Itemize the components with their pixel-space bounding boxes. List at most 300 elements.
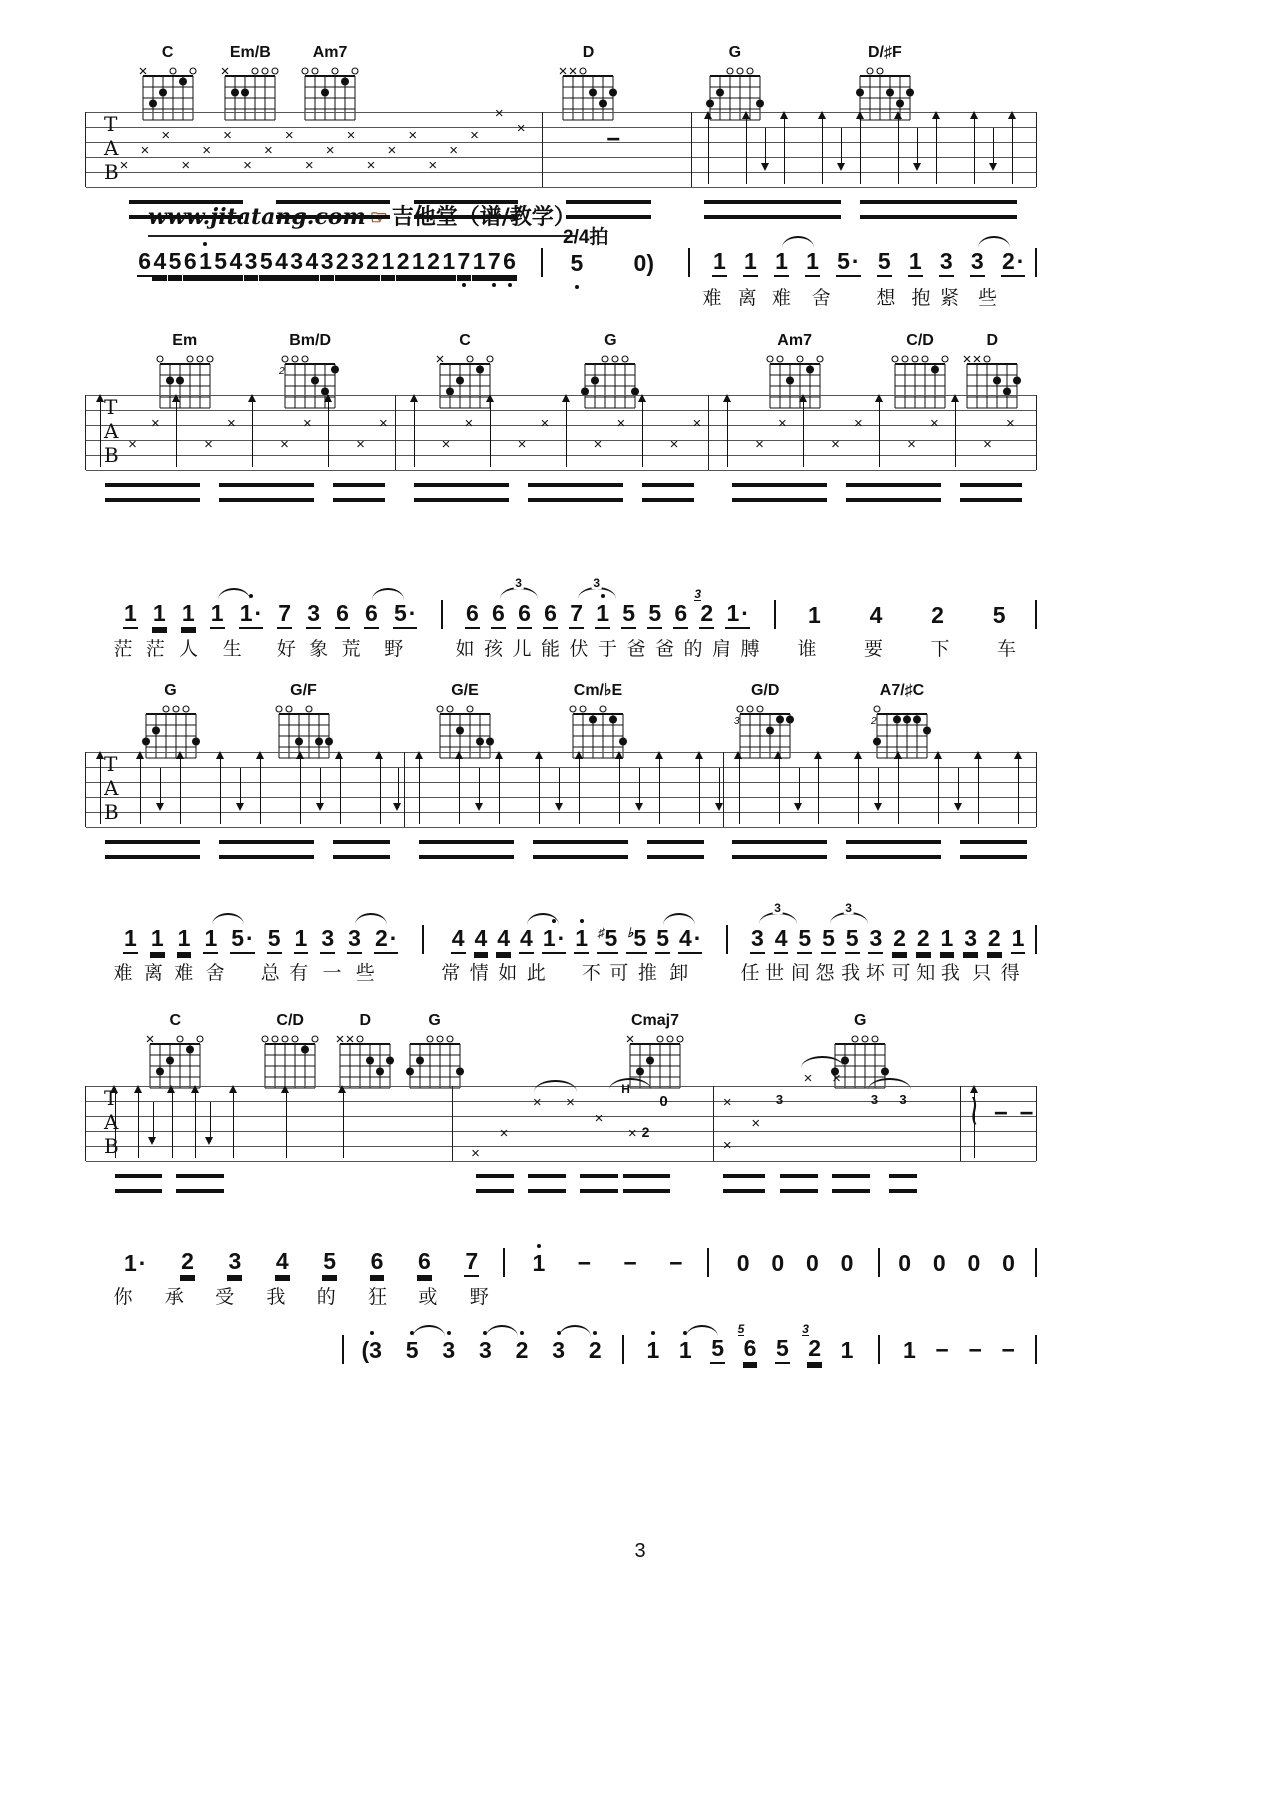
dotted-note-dot: ·: [741, 600, 749, 626]
lyric-char: 难: [702, 287, 722, 309]
sustain-dash: −: [606, 126, 621, 153]
strum-up-arrow: [955, 397, 956, 467]
jianpu-note-5: [393, 601, 417, 629]
jianpu-note--: [1001, 1338, 1016, 1364]
jianpu-digit: 4: [520, 925, 533, 951]
octave-dot-above: [203, 242, 207, 246]
jianpu-digit: −: [623, 1250, 637, 1276]
lyric-char: 常: [441, 962, 461, 984]
strum-up-arrow: [300, 754, 301, 824]
chord-label: D: [359, 1012, 372, 1029]
jianpu-note-4: [519, 926, 534, 954]
mute-strum-mark: ×: [616, 414, 626, 432]
flat-sign: ♭: [627, 925, 634, 940]
chord-label: G: [728, 44, 742, 61]
jianpu-note-0: [1001, 1251, 1016, 1277]
chord-label: Em: [172, 332, 198, 349]
mute-strum-mark: ×: [346, 127, 356, 144]
jianpu-digit: 3: [290, 248, 304, 274]
sustain-dash: −: [993, 1100, 1008, 1127]
jianpu-digit: 3: [307, 600, 320, 626]
staff-line: [86, 410, 1036, 411]
jianpu-digit: 2: [987, 925, 1001, 951]
jianpu-line-5: [85, 1322, 1035, 1364]
jianpu-digit: 1: [177, 925, 191, 951]
chord-label: Am7: [312, 44, 348, 61]
lyric-char: 于: [597, 638, 618, 660]
lyric-char: 野: [469, 1286, 489, 1308]
jianpu-digit: 2: [700, 600, 714, 626]
jianpu-note-2: [374, 926, 398, 954]
jianpu-note-4: [496, 926, 511, 954]
staff-line: [86, 797, 1036, 798]
mute-strum-mark: ×: [449, 142, 459, 159]
jianpu-note-3: [478, 1338, 493, 1364]
tab-staff-4: [85, 1069, 1037, 1163]
jianpu-note-4: [228, 249, 243, 277]
jianpu-note-4: [274, 249, 289, 277]
jianpu-digit: 2: [181, 1248, 194, 1274]
mute-strum-mark: ×: [907, 435, 916, 453]
jianpu-note--: [934, 1338, 949, 1364]
jianpu-barline: [622, 1335, 624, 1364]
triplet-arc: 3: [578, 587, 616, 599]
beam-group: [732, 483, 827, 502]
chord-row-3: [85, 683, 1035, 749]
jianpu-note-2: [515, 1338, 530, 1364]
jianpu-digit: 2: [808, 1335, 822, 1361]
jianpu-barline: [878, 1335, 880, 1364]
lyric-char: 茫: [113, 638, 133, 660]
jianpu-note-5: [621, 601, 636, 629]
slur-arc: [212, 913, 244, 925]
jianpu-note-7: [487, 249, 502, 277]
tab-letter-B: B: [104, 160, 119, 184]
mute-strum-mark: ×: [366, 157, 376, 174]
tab-letter-T: T: [104, 395, 118, 419]
jianpu-digit: 1: [808, 602, 821, 628]
slur-arc: [355, 913, 387, 925]
jianpu-measure: [137, 249, 517, 277]
jianpu-digit: 6: [466, 600, 479, 626]
jianpu-note-5: [213, 249, 228, 277]
jianpu-digit: 4: [275, 248, 288, 274]
jianpu-note-3: [289, 249, 304, 277]
octave-dot-above: [552, 919, 556, 923]
lyric-char: 坏: [865, 962, 885, 984]
jianpu-measure: [123, 1249, 479, 1277]
strum-up-arrow: [343, 1088, 344, 1158]
staff-barline: [713, 1086, 714, 1161]
mute-strum-mark: ×: [140, 142, 150, 159]
tie-arc: [534, 1080, 577, 1092]
lyric-char: 有: [289, 962, 309, 984]
mute-strum-mark: ×: [387, 142, 397, 159]
jianpu-measure: [451, 925, 703, 954]
jianpu-barline: [541, 248, 543, 277]
slur-arc: [663, 913, 695, 925]
jianpu-note--: [967, 1338, 982, 1364]
strum-up-arrow: [539, 754, 540, 824]
jianpu-digit: 2: [374, 925, 388, 951]
watermark-site: www.jitatang.com: [148, 204, 366, 230]
jianpu-digit: 3: [321, 925, 335, 951]
octave-dot-above: [447, 1331, 451, 1335]
jianpu-digit: 1: [744, 248, 757, 274]
beam-group: [647, 840, 704, 859]
lyric-char: 伏: [569, 638, 589, 660]
jianpu-digit: 1: [472, 248, 486, 274]
beam-group: [533, 840, 628, 859]
chord-label: Bm/D: [289, 332, 332, 349]
jianpu-digit: 1: [381, 248, 395, 274]
strum-up-arrow: [938, 754, 939, 824]
lyric-char: 的: [316, 1286, 336, 1308]
lyric-char: 我: [266, 1286, 286, 1308]
strum-up-arrow: [340, 754, 341, 824]
chord-label: Am7: [777, 332, 812, 349]
jianpu-note-1: [239, 601, 263, 629]
strum-up-arrow: [286, 1088, 287, 1158]
chord-row-2: [85, 333, 1035, 399]
lyrics-line-2: [85, 634, 1035, 658]
slur-arc: [218, 588, 250, 600]
jianpu-digit: 5: [168, 248, 182, 274]
jianpu-digit: 1: [411, 248, 425, 274]
jianpu-line-2: [85, 576, 1035, 629]
beam-group: [580, 1174, 618, 1193]
mute-strum-mark: ×: [532, 1094, 542, 1112]
jianpu-digit: 5: [845, 925, 859, 951]
staff-line: [86, 1116, 1036, 1117]
jianpu-note-1: [743, 249, 758, 277]
jianpu-digit: 2: [1001, 248, 1015, 274]
strum-up-arrow: [100, 397, 101, 467]
jianpu-note-6: [370, 1249, 385, 1277]
beam-group: [846, 840, 941, 859]
jianpu-note-0: [805, 1251, 820, 1277]
strum-up-arrow: [459, 754, 460, 824]
strum-down-arrow: [841, 128, 842, 168]
chord-label: G: [428, 1012, 441, 1029]
mute-strum-mark: ×: [471, 1145, 480, 1163]
page-number: 3: [634, 1540, 646, 1562]
jianpu-note-1: [805, 249, 820, 277]
chord-label: A7/♯C: [879, 682, 925, 699]
strum-down-arrow: [799, 768, 800, 808]
slur-arc: [559, 1325, 591, 1337]
jianpu-note--: [577, 1251, 592, 1277]
lyric-char: 世: [765, 962, 785, 984]
lyric-char: 或: [418, 1286, 438, 1308]
mute-strum-mark: ×: [119, 157, 129, 174]
strum-down-arrow: [993, 128, 994, 168]
mute-strum-mark: ×: [831, 435, 840, 453]
jianpu-digit: 1: [908, 248, 922, 274]
strum-up-arrow: [195, 1088, 196, 1158]
jianpu-digit: 0: [840, 1250, 854, 1276]
strum-up-arrow: [233, 1088, 234, 1158]
mute-strum-mark: ×: [464, 414, 474, 432]
beam-group: [528, 1174, 566, 1193]
lyric-char: 些: [355, 962, 375, 984]
jianpu-barline: [1035, 1335, 1037, 1364]
chord-label: G/D: [750, 682, 780, 699]
jianpu-digit: 7: [278, 600, 292, 626]
tab-annotation-3: 3: [775, 1092, 784, 1107]
jianpu-measure: [532, 1251, 684, 1277]
jianpu-digit: −: [577, 1250, 592, 1276]
jianpu-digit: 2: [335, 248, 349, 274]
jianpu-note-1: [210, 601, 225, 629]
octave-dot-above: [249, 594, 253, 598]
chord-label: G: [853, 1012, 867, 1029]
jianpu-note-4: [678, 926, 702, 954]
beam-group: [129, 200, 243, 219]
jianpu-note-6: [737, 1322, 758, 1364]
jianpu-digit: 1: [726, 600, 740, 626]
jianpu-note-5: [626, 925, 647, 954]
strum-down-arrow: [210, 1102, 211, 1142]
chord-label: D: [582, 44, 595, 61]
staff-line: [86, 455, 1036, 456]
strum-down-arrow: [958, 768, 959, 808]
jianpu-note-2: [1001, 249, 1025, 277]
jianpu-note-2: [335, 249, 350, 277]
jianpu-digit: 5: [231, 925, 245, 951]
lyric-char: 知: [916, 962, 936, 984]
jianpu-note-(3: [361, 1338, 383, 1364]
beam-group: [276, 200, 390, 219]
jianpu-digit: 4: [869, 602, 883, 628]
strum-up-arrow: [180, 754, 181, 824]
octave-dot-above: [601, 594, 605, 598]
strum-up-arrow: [490, 397, 491, 467]
jianpu-note-7: [457, 249, 472, 277]
jianpu-digit: 6: [518, 600, 531, 626]
jianpu-note-4: [474, 926, 489, 954]
jianpu-digit: 1: [646, 1337, 660, 1363]
jianpu-digit: 2: [931, 602, 944, 628]
dotted-note-dot: ·: [138, 1250, 147, 1276]
beam-group: [419, 840, 514, 859]
strum-up-arrow: [176, 397, 177, 467]
tab-annotation-3: 3: [899, 1092, 907, 1107]
jianpu-digit: 5: [798, 925, 812, 951]
beam-group: [846, 483, 941, 502]
jianpu-digit: 3: [479, 1337, 492, 1363]
jianpu-digit: 0: [736, 1250, 750, 1276]
lyric-char: 紧: [939, 287, 960, 309]
jianpu-digit: 1: [199, 248, 212, 274]
jianpu-digit: −: [935, 1337, 949, 1363]
jianpu-digit: 6: [365, 600, 378, 626]
lyric-char: 我: [940, 962, 960, 984]
jianpu-note-1: [574, 926, 589, 954]
jianpu-digit: 5: [267, 925, 281, 951]
lyric-char: 只: [972, 962, 992, 984]
staff-barline: [542, 112, 543, 187]
jianpu-measure: [736, 1251, 855, 1277]
triplet-arc: 3: [500, 587, 538, 599]
mute-strum-mark: ×: [516, 119, 526, 137]
chord-row-4: [85, 1013, 1035, 1079]
jianpu-note-5: [405, 1338, 420, 1364]
tab-letter-B: B: [104, 1134, 119, 1158]
jianpu-note-5: [821, 901, 852, 954]
jianpu-note-3: [350, 249, 365, 277]
grace-note: 3: [694, 587, 702, 601]
jianpu-note-6: [335, 601, 350, 629]
jianpu-line-3: [85, 901, 1035, 954]
lyric-char: 怨: [815, 962, 835, 984]
jianpu-note--: [622, 1251, 637, 1277]
jianpu-note-6: [543, 601, 558, 629]
dotted-note-dot: ·: [408, 600, 417, 626]
lyric-char: 总: [260, 962, 280, 984]
jianpu-note-1: [198, 249, 213, 277]
lyric-char: 些: [977, 287, 998, 309]
beam-group: [704, 200, 842, 219]
time-signature: 2/4拍: [563, 227, 609, 248]
strum-up-arrow: [172, 1088, 173, 1158]
beam-group: [219, 483, 314, 502]
lyric-char: 可: [609, 962, 629, 984]
jianpu-digit: 5: [992, 602, 1006, 628]
jianpu-note-5: [570, 251, 585, 277]
mute-strum-mark: ×: [853, 414, 863, 432]
strum-down-arrow: [878, 768, 879, 808]
jianpu-digit: 0: [806, 1250, 819, 1276]
beam-group: [414, 200, 519, 219]
strum-up-arrow: [220, 754, 221, 824]
mute-strum-mark: ×: [280, 435, 289, 453]
lyric-char: 肩: [711, 638, 732, 660]
staff-line: [86, 1146, 1036, 1147]
jianpu-note-1: [840, 1338, 855, 1364]
jianpu-note-5: [168, 249, 183, 277]
jianpu-note-2: [694, 587, 714, 629]
jianpu-note-3: [227, 1249, 242, 1277]
strum-down-arrow: [153, 1102, 154, 1142]
jianpu-digit: 1: [532, 1250, 546, 1276]
chord-diagram-G: [403, 1013, 467, 1097]
strum-up-arrow: [708, 114, 709, 184]
beam-group: [780, 1174, 818, 1193]
slur-arc: [782, 236, 814, 248]
staff-line: [86, 767, 1036, 768]
tab-letter-A: A: [104, 1110, 119, 1134]
chord-label: G: [164, 682, 177, 699]
mute-strum-mark: ×: [1005, 414, 1015, 432]
arpeggio-squiggle: ≀: [969, 1083, 980, 1134]
jianpu-note-6: [502, 249, 517, 277]
jianpu-barline: [774, 600, 776, 629]
lyric-char: 儿: [512, 638, 532, 660]
staff-barline: [1036, 1086, 1037, 1161]
jianpu-note-1: [678, 1338, 693, 1364]
jianpu-digit: 5: [656, 925, 669, 951]
jianpu-note-0: [840, 1251, 855, 1277]
jianpu-digit: 1: [294, 925, 308, 951]
jianpu-note-1: [595, 601, 610, 629]
mute-strum-mark: ×: [566, 1094, 575, 1112]
lyric-char: 膊: [740, 638, 760, 660]
lyric-char: 间: [790, 962, 810, 984]
jianpu-note-1: [441, 249, 456, 277]
jianpu-note-7: [277, 601, 292, 629]
strum-up-arrow: [974, 114, 975, 184]
jianpu-digit: 4: [474, 925, 488, 951]
jianpu-measure: [123, 926, 399, 954]
tab-letter-A: A: [104, 776, 119, 800]
jianpu-note-4: [275, 1249, 290, 1277]
strum-up-arrow: [499, 754, 500, 824]
mute-strum-mark: ×: [428, 157, 438, 174]
jianpu-digit: 5: [775, 1335, 789, 1361]
lyric-char: 一: [322, 962, 342, 984]
dotted-note-dot: ·: [851, 248, 860, 274]
tab-letter-A: A: [104, 419, 119, 443]
mute-strum-mark: ×: [494, 105, 504, 123]
jianpu-note-4: [869, 603, 884, 629]
chord-label: Em/B: [229, 44, 271, 61]
strum-down-arrow: [559, 768, 560, 808]
jianpu-note-3: [347, 926, 362, 954]
chord-label: C: [169, 1012, 182, 1029]
lyric-char: 舍: [205, 962, 225, 984]
staff-line: [86, 1161, 1036, 1162]
jianpu-digit: 1: [150, 925, 164, 951]
jianpu-digit: 3: [552, 1337, 566, 1363]
strum-up-arrow: [140, 754, 141, 824]
jianpu-digit: 6: [336, 600, 349, 626]
jianpu-digit: 1: [124, 1250, 137, 1276]
mute-strum-mark: ×: [517, 435, 527, 453]
jianpu-note-0): [633, 251, 655, 277]
octave-dot-above: [370, 1331, 374, 1335]
staff-line: [86, 172, 1036, 173]
mute-strum-mark: ×: [181, 157, 191, 174]
triplet-arc: 3: [759, 912, 797, 924]
chord-diagram-C/D: [258, 1013, 322, 1097]
jianpu-barline: [707, 1248, 709, 1277]
jianpu-note-3: [306, 601, 321, 629]
jianpu-digit: 5: [822, 925, 835, 951]
jianpu-digit: 3: [869, 925, 883, 951]
lyric-char: 推: [637, 962, 657, 984]
jianpu-note-2: [892, 926, 907, 954]
jianpu-digit: 6: [370, 1248, 384, 1274]
jianpu-note-1: [902, 1338, 917, 1364]
mute-strum-mark: ×: [669, 435, 679, 453]
jianpu-note--: [668, 1251, 683, 1277]
chord-label: D/♯F: [868, 44, 902, 61]
strum-up-arrow: [1012, 114, 1013, 184]
jianpu-note-1: [152, 601, 167, 629]
jianpu-measure: [570, 251, 656, 277]
strum-up-arrow: [898, 754, 899, 824]
octave-dot-above: [537, 1244, 541, 1248]
strum-up-arrow: [803, 397, 804, 467]
jianpu-note-3: [750, 901, 781, 954]
jianpu-barline: [1035, 1248, 1037, 1277]
lyric-char: 生: [222, 638, 242, 660]
lyrics-line-4: [85, 1282, 1035, 1306]
strum-up-arrow: [699, 754, 700, 824]
jianpu-digit: 6: [492, 600, 505, 626]
lyric-char: 舍: [811, 287, 831, 309]
